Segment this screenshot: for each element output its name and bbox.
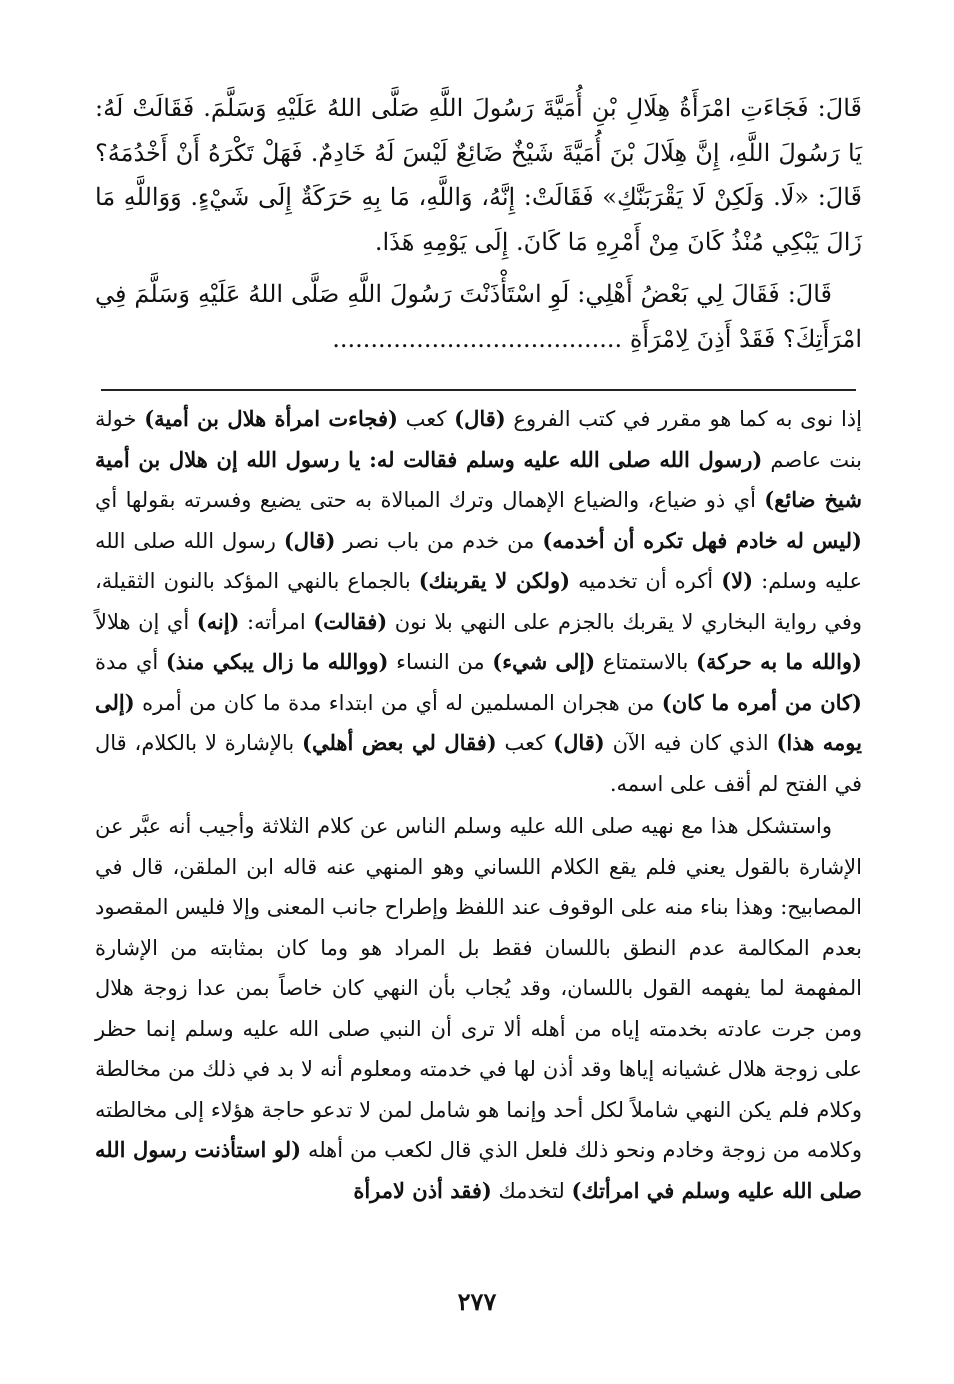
commentary-segment: أي إن هلالاً <box>95 609 197 634</box>
commentary-segment: رسول الله صلى الله عليه وسلم: <box>95 528 862 593</box>
commentary-segment: من النساء <box>388 650 493 674</box>
commentary-segment: بالجماع بالنهي المؤكد بالنون الثقيلة، وفي رواية البخاري لا يقربك بالجزم على النهي بلا نون <box>95 569 862 634</box>
hadith-paragraph-2 <box>95 272 862 361</box>
quoted-hadith-segment: (فقد أذن لامرأة <box>353 1177 492 1203</box>
quoted-hadith-segment: (فقالت) <box>313 608 388 634</box>
quoted-hadith-segment: (ليس له خادم فهل تكره أن أخدمه) <box>542 527 862 553</box>
commentary-segment: كعب <box>496 731 554 755</box>
commentary-segment: من هجران المسلمين له أي من ابتداء مدة ما كان من أمره <box>134 690 662 715</box>
ellipsis-dots: ...................................... <box>332 324 623 353</box>
commentary-segment: أكره أن تخدميه <box>570 569 722 593</box>
commentary-segment: كعب <box>397 407 455 431</box>
quoted-hadith-segment: (قال) <box>553 730 605 755</box>
commentary-paragraph-2 <box>95 806 862 1211</box>
commentary-segment: من خدم من باب نصر <box>335 528 543 553</box>
commentary-segment: بالإشارة لا بالكلام، قال في الفتح لم أقف على اسمه. <box>95 731 862 796</box>
commentary-segment: إذا نوى به كما هو مقرر في كتب الفروع <box>505 407 862 431</box>
quoted-hadith-segment: (رسول الله صلى الله عليه وسلم فقالت له: يا رسول الله إن هلال بن أمية شيخ ضائع) <box>95 446 862 512</box>
quoted-hadith-segment: (ولكن لا يقربنك) <box>418 568 571 593</box>
commentary-paragraph-1 <box>95 399 862 804</box>
quoted-hadith-segment: (قال) <box>283 527 336 553</box>
commentary-segment: خولة بنت عاصم <box>95 407 863 472</box>
commentary-segment: الذي كان فيه الآن <box>604 731 777 755</box>
commentary-segment: أي ذو ضياع، والضياع الإهمال وترك المبالاة به حتى يضيع وفسرته بقولها أي <box>95 488 765 512</box>
quoted-hadith-segment: (لا) <box>721 568 754 593</box>
commentary-text <box>95 399 862 1211</box>
commentary-segment: بالاستمتاع <box>595 650 697 674</box>
quoted-hadith-segment: (فجاءت امرأة هلال بن أمية) <box>144 406 398 431</box>
quoted-hadith-segment: (ووالله ما زال يبكي منذ) <box>165 649 389 674</box>
quoted-hadith-segment: (كان من أمره ما كان) <box>661 689 862 715</box>
hadith-paragraph-2-text: قَالَ: فَقَالَ لِي بَعْضُ أَهْلِي: لَوِ اسْتَأْذَنْتَ رَسُولَ اللَّهِ صَلَّى اللهُ عَلَيْهِ وَسَلَّمَ فِي امْرَأَتِكَ؟ فَقَدْ أَذِنَ لِامْرَأَةِ <box>95 280 862 353</box>
quoted-hadith-segment: (إنه) <box>196 608 240 634</box>
quoted-hadith-segment: (فقال لي بعض أهلي) <box>302 730 497 755</box>
separator-line <box>101 389 856 391</box>
quoted-hadith-segment: (والله ما به حركة) <box>696 649 862 674</box>
commentary-segment: امرأته: <box>239 609 314 634</box>
quoted-hadith-segment: (قال) <box>454 406 506 431</box>
quoted-hadith-segment: (إلى يومه هذا) <box>95 689 863 755</box>
commentary-segment: واستشكل هذا مع نهيه صلى الله عليه وسلم الناس عن كلام الثلاثة وأجيب أنه عبَّر عن الإشارة بالقول يعني فلم يقع الكلام اللساني وهو المنهي عنه قاله ابن الملقن، قال في المصابيح: وهذا بناء منه على الوقوف عند اللفظ وإطراح جانب المعنى وإلا فليس المقصود بعدم المكالمة عدم النطق باللسان فقط بل المراد هو وما كان بمثابته من الإشارة المفهمة لما يفهمه القول باللسان، وقد يُجاب بأن النهي كان خاصاً بمن عدا زوجة هلال ومن جرت عادته بخدمته إياه من أهله ألا ترى أن النبي صلى الله عليه وسلم إنما حظر على زوجة هلال غشيانه إياها وقد أذن لها في خدمته ومعلوم أنه لا بد في ذلك من مخالطة وكلام فلم يكن النهي شاملاً لكل أحد وإنما هو شامل لمن لا تدعو حاجة هؤلاء إلى مخالطته وكلامه من زوجة وخادم ونحو ذلك فلعل الذي قال لكعب من أهله <box>95 814 863 1162</box>
page-number: ٢٧٧ <box>457 1287 497 1316</box>
quoted-hadith-segment: (إلى شيء) <box>492 649 596 674</box>
commentary-segment: لتخدمك <box>491 1178 572 1203</box>
quoted-hadith-segment: (لو استأذنت رسول الله صلى الله عليه وسلم في امرأتك) <box>95 1137 862 1203</box>
hadith-paragraph-1: قَالَ: فَجَاءَتِ امْرَأَةُ هِلَالِ بْنِ أُمَيَّةَ رَسُولَ اللَّهِ صَلَّى اللهُ عَلَيْهِ وَسَلَّمَ. فَقَالَتْ لَهُ: يَا رَسُولَ اللَّهِ، إِنَّ هِلَالَ بْنَ أُمَيَّةَ شَيْخٌ ضَائِعٌ لَيْسَ لَهُ خَادِمٌ. فَهَلْ تَكْرَهُ أَنْ أَخْدُمَهُ؟ قَالَ: «لَا. وَلَكِنْ لَا يَقْرَبَنَّكِ» فَقَالَتْ: إِنَّهُ، وَاللَّهِ، مَا بِهِ حَرَكَةٌ إِلَى شَيْءٍ. وَوَاللَّهِ مَا زَالَ يَبْكِي مُنْذُ كَانَ مِنْ أَمْرِهِ مَا كَانَ. إِلَى يَوْمِهِ هَذَا. <box>95 94 863 256</box>
hadith-text <box>95 86 862 361</box>
commentary-segment: أي مدة <box>95 650 166 674</box>
